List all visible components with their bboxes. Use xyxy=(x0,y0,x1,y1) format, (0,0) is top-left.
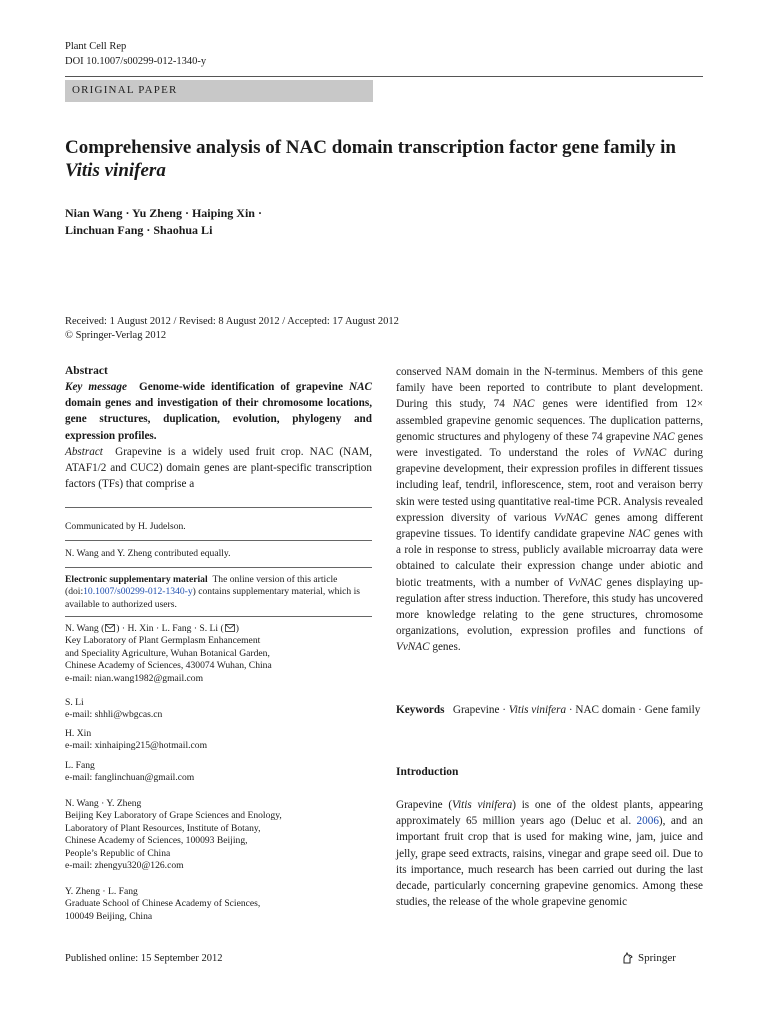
email: e-mail: zhengyu320@126.com xyxy=(65,860,184,872)
esm-note: Electronic supplementary material The online version of this article (doi:10.1007/s00299-012-1340-y) contains supplementary material, which is available to authorized users. xyxy=(65,574,360,610)
key-message-label: Key message xyxy=(65,381,127,393)
email: e-mail: fanglinchuan@gmail.com xyxy=(65,772,195,784)
envelope-icon xyxy=(225,624,235,632)
affiliation-2: N. Wang · Y. Zheng Beijing Key Laboratory of Grape Sciences and Enology, Laboratory of Plant Resources, Institute of Botany, Chinese Academy of Sciences, 100093 Beijing, People’s Republic of China e-mail: zhengyu320@126.com xyxy=(65,798,372,872)
introduction-paragraph: Grapevine (Vitis vinifera) is one of the oldest plants, appearing approximately 65 million years ago (Deluc et al. 2006), and an important fruit crop that is used for making wine, jam, juice and jelly, grape seed extracts, raisins, vinegar and grape seed oil. Due to its importance, much research has been carried out during the last decade, particularly concerning grapevine genomics. Among these studies, the release of the whole grapevine genomic xyxy=(396,799,703,909)
footnote-rule xyxy=(65,567,372,568)
affiliation-1: N. Wang ( ) · H. Xin · L. Fang · S. Li ( ) Key Laboratory of Plant Germplasm Enhancement and Speciality Agriculture, Wuhan Botanical Garden, Chinese Academy of Sciences, 430074 Wuhan, China e-mail: nian.wang1982@gmail.com xyxy=(65,623,372,685)
key-message: Key message Genome-wide identification of grapevine NAC domain genes and investigation of their chromosome locations, gene structures, duplication, evolution, phylogeny and expression profiles. xyxy=(65,381,373,442)
title-species: Vitis vinifera xyxy=(65,160,166,181)
keywords: Keywords Grapevine · Vitis vinifera · NAC domain · Gene family xyxy=(396,704,701,716)
footnote-rule xyxy=(65,616,372,617)
doi: DOI 10.1007/s00299-012-1340-y xyxy=(65,56,207,67)
section-banner: ORIGINAL PAPER xyxy=(65,80,373,102)
abstract-left-column xyxy=(65,364,372,492)
abstract-heading: Abstract xyxy=(65,365,108,377)
received-dates: Received: 1 August 2012 / Revised: 8 August 2012 / Accepted: 17 August 2012 xyxy=(65,316,399,327)
title-text: Comprehensive analysis of NAC domain transcription factor gene family in xyxy=(65,137,676,158)
publisher-logo xyxy=(621,951,676,965)
article-dates xyxy=(65,315,705,342)
introduction-body xyxy=(396,797,703,910)
email: e-mail: xinhaiping215@hotmail.com xyxy=(65,740,208,752)
keywords-label: Keywords xyxy=(396,704,445,716)
email: e-mail: shhli@wbgcas.cn xyxy=(65,709,163,721)
abstract-label: Abstract xyxy=(65,445,103,458)
authors-line-1: Nian Wang · Yu Zheng · Haiping Xin · xyxy=(65,206,262,220)
journal-name: Plant Cell Rep xyxy=(65,41,127,52)
article-title xyxy=(65,136,705,182)
affiliation-3: Y. Zheng · L. Fang Graduate School of Chinese Academy of Sciences, 100049 Beijing, China xyxy=(65,886,261,922)
footnote-rule xyxy=(65,540,372,541)
esm-doi-link[interactable]: 10.1007/s00299-012-1340-y xyxy=(83,586,193,598)
publisher-name: Springer xyxy=(638,952,676,964)
affiliation-li: S. Li e-mail: shhli@wbgcas.cn xyxy=(65,697,372,722)
equal-contribution-note: N. Wang and Y. Zheng contributed equally. xyxy=(65,548,231,559)
header-rule xyxy=(65,76,703,77)
communicated-note: Communicated by H. Judelson. xyxy=(65,521,186,532)
authors-line-2: Linchuan Fang · Shaohua Li xyxy=(65,222,213,237)
affiliation-xin: H. Xin e-mail: xinhaiping215@hotmail.com xyxy=(65,728,372,753)
author-list xyxy=(65,205,485,238)
footnote-rule xyxy=(65,507,372,508)
abstract-text-continued: conserved NAM domain in the N-terminus. Members of this gene family have been reported to contribute to plant development. During this study, 74 NAC genes were identified from 12× assembled grapevine genomic sequences. The duplication patterns, genomic structures and phylogeny of these 74 grapevine NAC genes were investigated. To understand the roles of VvNAC during grapevine development, their expression profiles in different tissues including leaf, tendril, inflorescence, stem, root and veraison berry skin were tested using quantitative real-time PCR. Analysis revealed expression diversity of various VvNAC genes among different grapevine tissues. To identify candidate grapevine NAC genes with a role in response to stress, publicly available microarray data were obtained to calculate their expression change under abiotic and biotic treatments, with a number of VvNAC genes displaying up-regulation after stress induction. Therefore, this study has uncovered more knowledge relating to the gene structures, chromosome organizations, evolution, expression profiles and functions of VvNAC genes. xyxy=(396,366,703,654)
citation-link[interactable]: 2006 xyxy=(636,815,659,828)
abstract-text: Abstract Grapevine is a widely used fruit crop. NAC (NAM, ATAF1/2 and CUC2) domain genes are plant-specific transcription factors (TFs) that comprise a xyxy=(65,445,372,491)
abstract-right-column xyxy=(396,364,703,656)
envelope-icon xyxy=(105,624,115,632)
affiliation-1-names: N. Wang ( ) · H. Xin · L. Fang · S. Li ( ) xyxy=(65,623,239,634)
affiliation-fang: L. Fang e-mail: fanglinchuan@gmail.com xyxy=(65,760,372,785)
published-date: Published online: 15 September 2012 xyxy=(65,953,223,964)
copyright: © Springer-Verlag 2012 xyxy=(65,329,167,341)
springer-horse-icon xyxy=(621,951,635,965)
introduction-heading: Introduction xyxy=(396,766,459,778)
email: e-mail: nian.wang1982@gmail.com xyxy=(65,672,204,684)
